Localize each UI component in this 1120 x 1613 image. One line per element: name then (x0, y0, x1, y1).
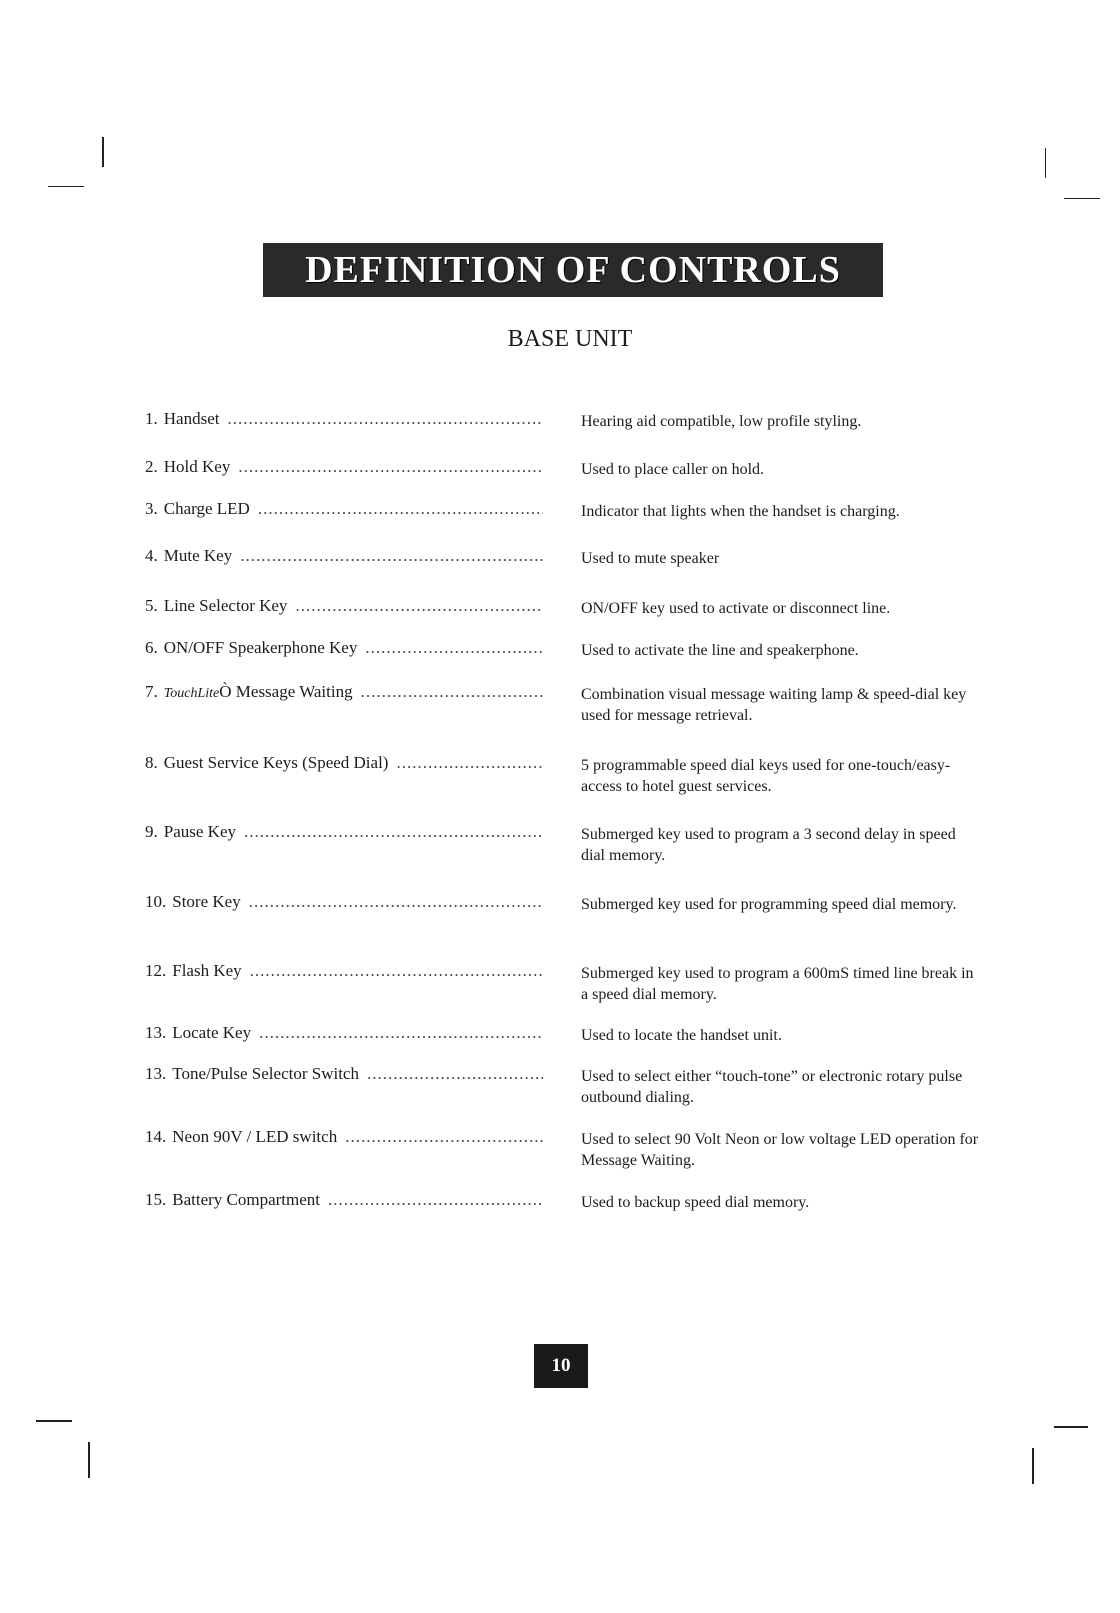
control-name: Line Selector Key (163, 596, 288, 615)
item-number: 13. (145, 1064, 167, 1083)
dot-leader (259, 1023, 543, 1043)
control-name: Pause Key (163, 822, 236, 841)
control-description: Hearing aid compatible, low profile styling. (581, 413, 862, 430)
item-number: 10. (145, 892, 167, 911)
control-description: Submerged key used to program a 3 second delay in speed dial memory. (581, 826, 956, 864)
control-description: Used to select either “touch-tone” or electronic rotary pulse outbound dialing. (581, 1068, 963, 1106)
control-description: Used to select 90 Volt Neon or low voltage LED operation for Message Waiting. (581, 1131, 979, 1169)
item-number: 12. (145, 961, 167, 980)
dot-leader (244, 822, 543, 842)
crop-mark-top-left-vertical (102, 137, 104, 167)
control-description: Combination visual message waiting lamp & speed-dial key used for message retrieval. (581, 686, 967, 724)
control-name: Guest Service Keys (Speed Dial) (163, 753, 389, 772)
dot-leader (227, 409, 543, 429)
dot-leader (295, 596, 543, 616)
item-number: 5. (145, 596, 158, 615)
dot-leader (250, 961, 543, 981)
page-number-badge (534, 1344, 588, 1388)
control-name: Neon 90V / LED switch (172, 1127, 338, 1146)
item-number: 2. (145, 457, 158, 476)
control-description: Used to locate the handset unit. (581, 1027, 782, 1044)
control-description: Used to backup speed dial memory. (581, 1194, 810, 1211)
control-name: Hold Key (163, 457, 231, 476)
control-name: ON/OFF Speakerphone Key (163, 638, 358, 657)
item-number: 15. (145, 1190, 167, 1209)
crop-mark-bottom-left-horizontal (36, 1420, 72, 1422)
control-description: Used to place caller on hold. (581, 461, 765, 478)
control-description: Submerged key used to program a 600mS timed line break in a speed dial memory. (581, 965, 974, 1003)
crop-mark-bottom-right-vertical (1032, 1448, 1034, 1484)
control-description: ON/OFF key used to activate or disconnect line. (581, 600, 891, 617)
control-name: Battery Compartment (172, 1190, 321, 1209)
dot-leader (345, 1127, 543, 1147)
item-number: 9. (145, 822, 158, 841)
crop-mark-top-left-horizontal (48, 186, 84, 187)
control-name: Mute Key (163, 546, 233, 565)
item-number: 8. (145, 753, 158, 772)
dot-leader (361, 682, 543, 702)
item-number: 6. (145, 638, 158, 657)
brand-name: TouchLite (163, 686, 220, 701)
item-number: 14. (145, 1127, 167, 1146)
dot-leader (258, 499, 543, 519)
control-description: Indicator that lights when the handset is charging. (581, 503, 900, 520)
dot-leader (328, 1190, 543, 1210)
page-title: DEFINITION OF CONTROLS (305, 249, 841, 291)
control-name: Handset (163, 409, 220, 428)
crop-mark-bottom-right-horizontal (1054, 1426, 1088, 1428)
dot-leader (238, 457, 543, 477)
control-name: Store Key (172, 892, 241, 911)
control-name: Charge LED (163, 499, 250, 518)
page-number: 10 (551, 1355, 571, 1376)
control-description: Used to mute speaker (581, 550, 720, 567)
dot-leader (249, 892, 543, 912)
item-number: 13. (145, 1023, 167, 1042)
dot-leader (365, 638, 543, 658)
crop-mark-top-right-vertical (1045, 148, 1046, 178)
control-name: Flash Key (172, 961, 242, 980)
dot-leader (396, 753, 543, 773)
control-description: 5 programmable speed dial keys used for one-touch/easy-access to hotel guest services. (581, 757, 951, 795)
item-number: 1. (145, 409, 158, 428)
page-title-banner (263, 243, 883, 297)
crop-mark-top-right-horizontal (1064, 198, 1100, 199)
control-name: Locate Key (172, 1023, 252, 1042)
dot-leader (240, 546, 543, 566)
control-name: Ò Message Waiting (219, 682, 353, 701)
control-name: Tone/Pulse Selector Switch (172, 1064, 359, 1083)
item-number: 3. (145, 499, 158, 518)
item-number: 4. (145, 546, 158, 565)
crop-mark-bottom-left-vertical (88, 1442, 90, 1478)
dot-leader (367, 1064, 543, 1084)
control-description: Used to activate the line and speakerphone. (581, 642, 859, 659)
item-number: 7. (145, 682, 158, 701)
section-subtitle: BASE UNIT (507, 326, 633, 352)
control-description: Submerged key used for programming speed dial memory. (581, 896, 957, 913)
